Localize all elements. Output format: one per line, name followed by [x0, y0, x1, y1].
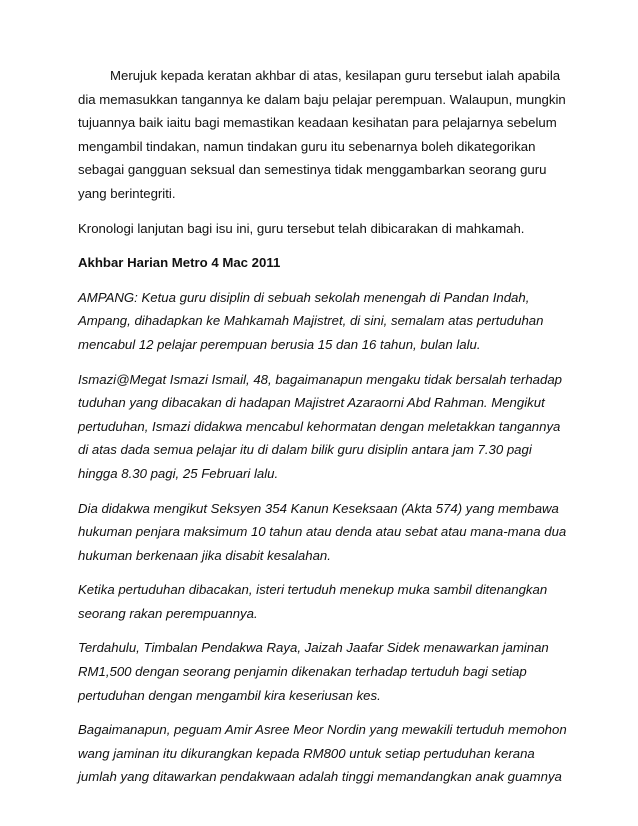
article-paragraph-2: Ismazi@Megat Ismazi Ismail, 48, bagaimanapun mengaku tidak bersalah terhadap tuduhan yang dibacakan di hadapan Majistret Azaraorni Abd Rahman. Mengikut pertuduhan, Ismazi didakwa mencabul kehormatan dengan meletakkan tangannya di atas dada semua pelajar itu di dalam bilik guru disiplin antara jam 7.30 pagi hingga 8.30 pagi, 25 Februari lalu. [78, 371, 562, 481]
document-page [78, 64, 568, 800]
article-paragraph-6: Bagaimanapun, peguam Amir Asree Meor Nordin yang mewakili tertuduh memohon wang jaminan itu dikurangkan kepada RM800 untuk setiap pertuduhan kerana jumlah yang ditawarkan pendakwaan adalah tinggi memandangkan anak guamnya [78, 722, 567, 785]
article-paragraph-4: Ketika pertuduhan dibacakan, isteri tertuduh menekup muka sambil ditenangkan seorang rakan perempuannya. [78, 582, 548, 621]
intro-paragraph: Merujuk kepada keratan akhbar di atas, kesilapan guru tersebut ialah apabila dia memasukkan tangannya ke dalam baju pelajar perempuan. Walaupun, mungkin tujuannya baik iaitu bagi memastikan keadaan kesihatan para pelajarnya sebelum mengambil tindakan, namun tindakan guru itu sebenarnya boleh dikategorikan sebagai gangguan seksual dan semestinya tidak menggambarkan seorang guru yang berintegriti. [78, 68, 566, 201]
article-paragraph-5: Terdahulu, Timbalan Pendakwa Raya, Jaizah Jaafar Sidek menawarkan jaminan RM1,500 dengan seorang penjamin dikenakan terhadap tertuduh bagi setiap pertuduhan dengan mengambil kira keseriusan kes. [78, 640, 549, 703]
article-paragraph-1: AMPANG: Ketua guru disiplin di sebuah sekolah menengah di Pandan Indah, Ampang, dihadapkan ke Mahkamah Majistret, di sini, semalam atas pertuduhan mencabul 12 pelajar perempuan berusia 15 dan 16 tahun, bulan lalu. [78, 289, 544, 352]
article-paragraph-3: Dia didakwa mengikut Seksyen 354 Kanun Keseksaan (Akta 574) yang membawa hukuman penjara maksimum 10 tahun atau denda atau sebat atau mana-mana dua hukuman berkenaan jika disabit kesalahan. [78, 500, 567, 563]
chronology-paragraph: Kronologi lanjutan bagi isu ini, guru tersebut telah dibicarakan di mahkamah. [78, 220, 525, 236]
article-heading: Akhbar Harian Metro 4 Mac 2011 [78, 255, 281, 271]
